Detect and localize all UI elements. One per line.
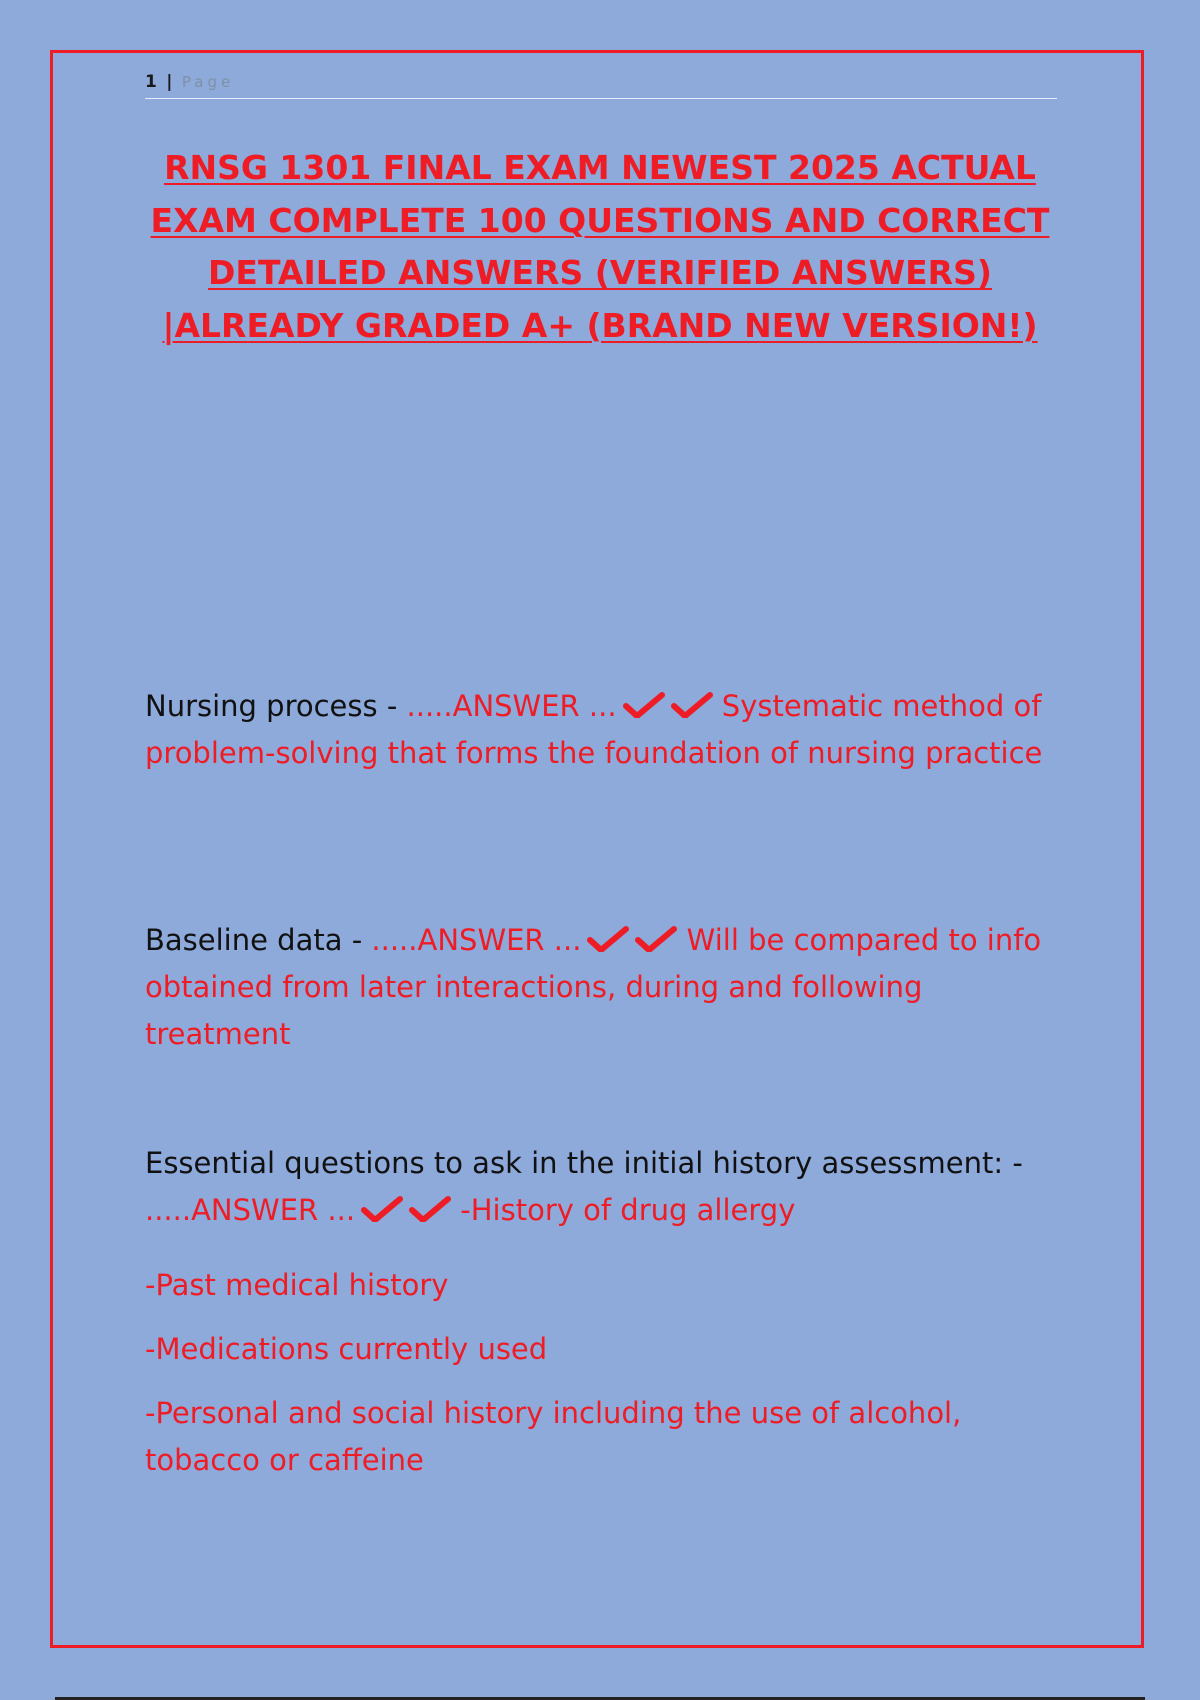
check-icon	[361, 1196, 403, 1222]
answer-line: -Personal and social history including the use of alcohol, tobacco or caffeine	[145, 1396, 962, 1477]
answer-marker: .....ANSWER ...	[406, 689, 617, 723]
page-number: 1	[145, 72, 157, 92]
document-title: RNSG 1301 FINAL EXAM NEWEST 2025 ACTUAL EXAM COMPLETE 100 QUESTIONS AND CORRECT DETAILED ANSWERS (VERIFIED ANSWERS) |ALREADY GRADED A+ (BRAND NEW VERSION!)	[150, 148, 1050, 345]
question-text: Baseline data -	[145, 923, 372, 957]
answer-line: -Past medical history	[145, 1268, 449, 1302]
check-icon	[635, 926, 677, 952]
answer-line: -Medications currently used	[145, 1332, 548, 1366]
question-text: Nursing process -	[145, 689, 407, 723]
qa-item-2	[145, 917, 1060, 1058]
question-text: Essential questions to ask in the initial history assessment: -	[145, 1146, 1023, 1180]
answer-marker: .....ANSWER ...	[371, 923, 582, 957]
page-label: Page	[181, 73, 235, 91]
page-separator: |	[166, 72, 173, 92]
answer-text: Will be compared to info obtained from later interactions, during and following treatment	[145, 923, 1042, 1051]
check-icon	[623, 692, 665, 718]
page-header	[145, 70, 1057, 99]
check-icon	[409, 1196, 451, 1222]
check-icon	[671, 692, 713, 718]
qa-item-3	[145, 1140, 1060, 1234]
answer-text: -History of drug allergy	[451, 1193, 796, 1227]
check-icon	[587, 926, 629, 952]
qa-item-1	[145, 683, 1060, 777]
answer-text: Systematic method of problem-solving that forms the foundation of nursing practice	[145, 689, 1043, 770]
answer-marker: .....ANSWER ...	[145, 1193, 356, 1227]
